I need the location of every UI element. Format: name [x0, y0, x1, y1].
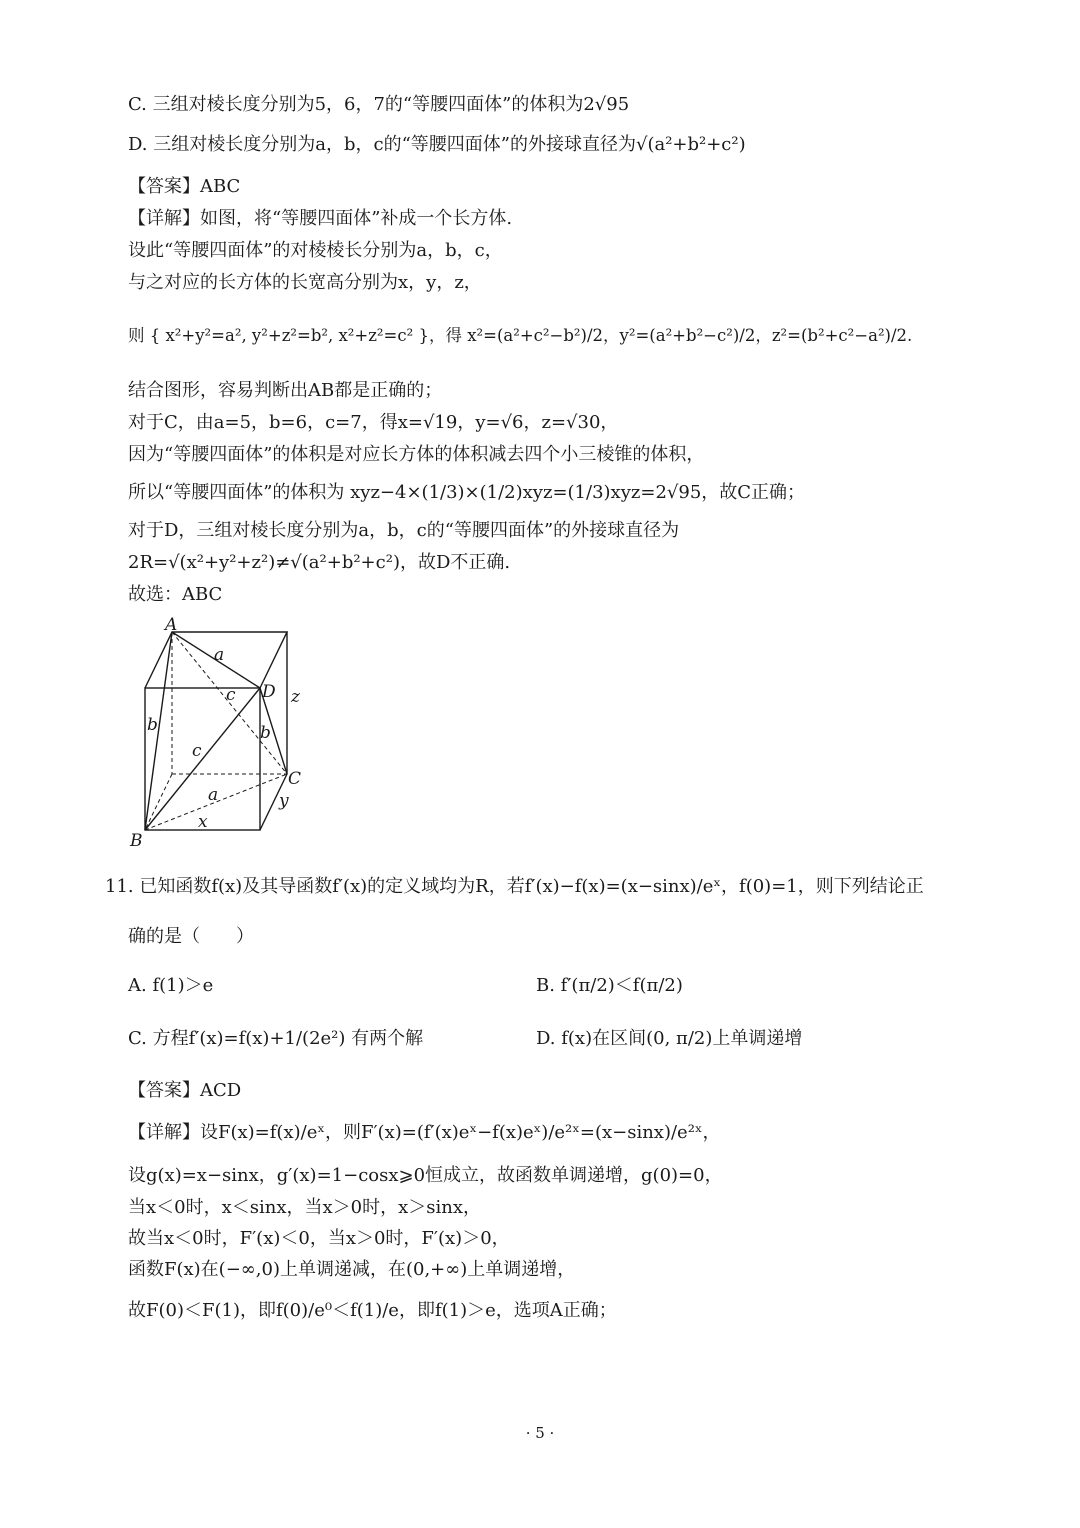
edge-label-x: x [198, 812, 208, 832]
volume-line: 所以“等腰四面体”的体积为 xyz−4×(1/3)×(1/2)xyz=(1/3)xyz=2√95，故C正确； [128, 482, 806, 503]
edge-label-a: a [214, 645, 225, 665]
text-line: 因为“等腰四面体”的体积是对应长方体的体积减去四个小三棱锥的体积， [128, 444, 705, 465]
edge-label-c: c [226, 685, 236, 705]
answer-line: 【答案】ABC [128, 176, 241, 197]
edge-label-b: b [260, 723, 271, 743]
vertex-c-label: C [288, 769, 302, 789]
option-a: A. f(1)＞e [128, 975, 214, 996]
system-equation-line: 则 { x²+y²=a², y²+z²=b², x²+z²=c² }，得 x²=(a²+c²−b²)/2，y²=(a²+b²−c²)/2，z²=(b²+c²−a²)/2. [128, 326, 913, 345]
option-c-line: C. 三组对棱长度分别为5，6，7的“等腰四面体”的体积为2√95 [128, 94, 630, 115]
conclusion-line: 故F(0)＜F(1)，即f(0)/e⁰＜f(1)/e，即f(1)＞e，选项A正确； [128, 1300, 617, 1321]
text-line: 对于C，由a=5，b=6，c=7，得x=√19，y=√6，z=√30， [128, 412, 619, 433]
text-line: 结合图形，容易判断出AB都是正确的； [128, 380, 443, 401]
option-c: C. 方程f′(x)=f(x)+1/(2e²) 有两个解 [128, 1028, 424, 1049]
option-d-line: D. 三组对棱长度分别为a，b，c的“等腰四面体”的外接球直径为√(a²+b²+c²) [128, 134, 746, 155]
radius-line: 2R=√(x²+y²+z²)≠√(a²+b²+c²)，故D不正确. [128, 552, 511, 573]
vertex-d-label: D [262, 682, 276, 702]
detail-line: 【详解】设F(x)=f(x)/eˣ，则F′(x)=(f′(x)eˣ−f(x)eˣ)/e²ˣ=(x−sinx)/e²ˣ， [128, 1122, 721, 1143]
option-d: D. f(x)在区间(0, π/2)上单调递增 [536, 1028, 803, 1049]
cuboid-tetrahedron-figure [120, 612, 320, 848]
edge-label-b: b [147, 715, 158, 735]
edge-BD [145, 688, 260, 830]
page-number: · 5 · [525, 1424, 555, 1442]
text-line: 当x＜0时，x＜sinx，当x＞0时，x＞sinx， [128, 1197, 481, 1218]
answer-line: 【答案】ACD [128, 1080, 242, 1101]
text-line: 函数F(x)在(−∞,0)上单调递减，在(0,+∞)上单调递增， [128, 1259, 576, 1280]
detail-line: 【详解】如图，将“等腰四面体”补成一个长方体. [128, 208, 513, 229]
vertex-b-label: B [130, 831, 143, 848]
edge-label-a: a [208, 785, 219, 805]
text-line: 设g(x)=x−sinx，g′(x)=1−cosx⩾0恒成立，故函数单调递增，g(0)=0， [128, 1165, 723, 1186]
question-11-stem: 11. 已知函数f(x)及其导函数f′(x)的定义域均为R，若f′(x)−f(x)=(x−sinx)/eˣ，f(0)=1，则下列结论正 [105, 876, 924, 897]
text-line: 对于D，三组对棱长度分别为a，b，c的“等腰四面体”的外接球直径为 [128, 520, 680, 541]
text-line: 故当x＜0时，F′(x)＜0，当x＞0时，F′(x)＞0， [128, 1228, 510, 1249]
choice-line: 故选：ABC [128, 584, 223, 605]
edge-label-y: y [279, 791, 289, 811]
edge-label-c: c [192, 741, 202, 761]
vertex-a-label: A [165, 615, 178, 635]
edge-label-z: z [291, 687, 300, 707]
question-11-stem-cont: 确的是（ ） [128, 926, 254, 947]
option-b: B. f′(π/2)＜f(π/2) [536, 975, 683, 996]
text-line: 与之对应的长方体的长宽高分别为x，y，z， [128, 272, 482, 293]
text-line: 设此“等腰四面体”的对棱棱长分别为a，b，c， [128, 240, 503, 261]
